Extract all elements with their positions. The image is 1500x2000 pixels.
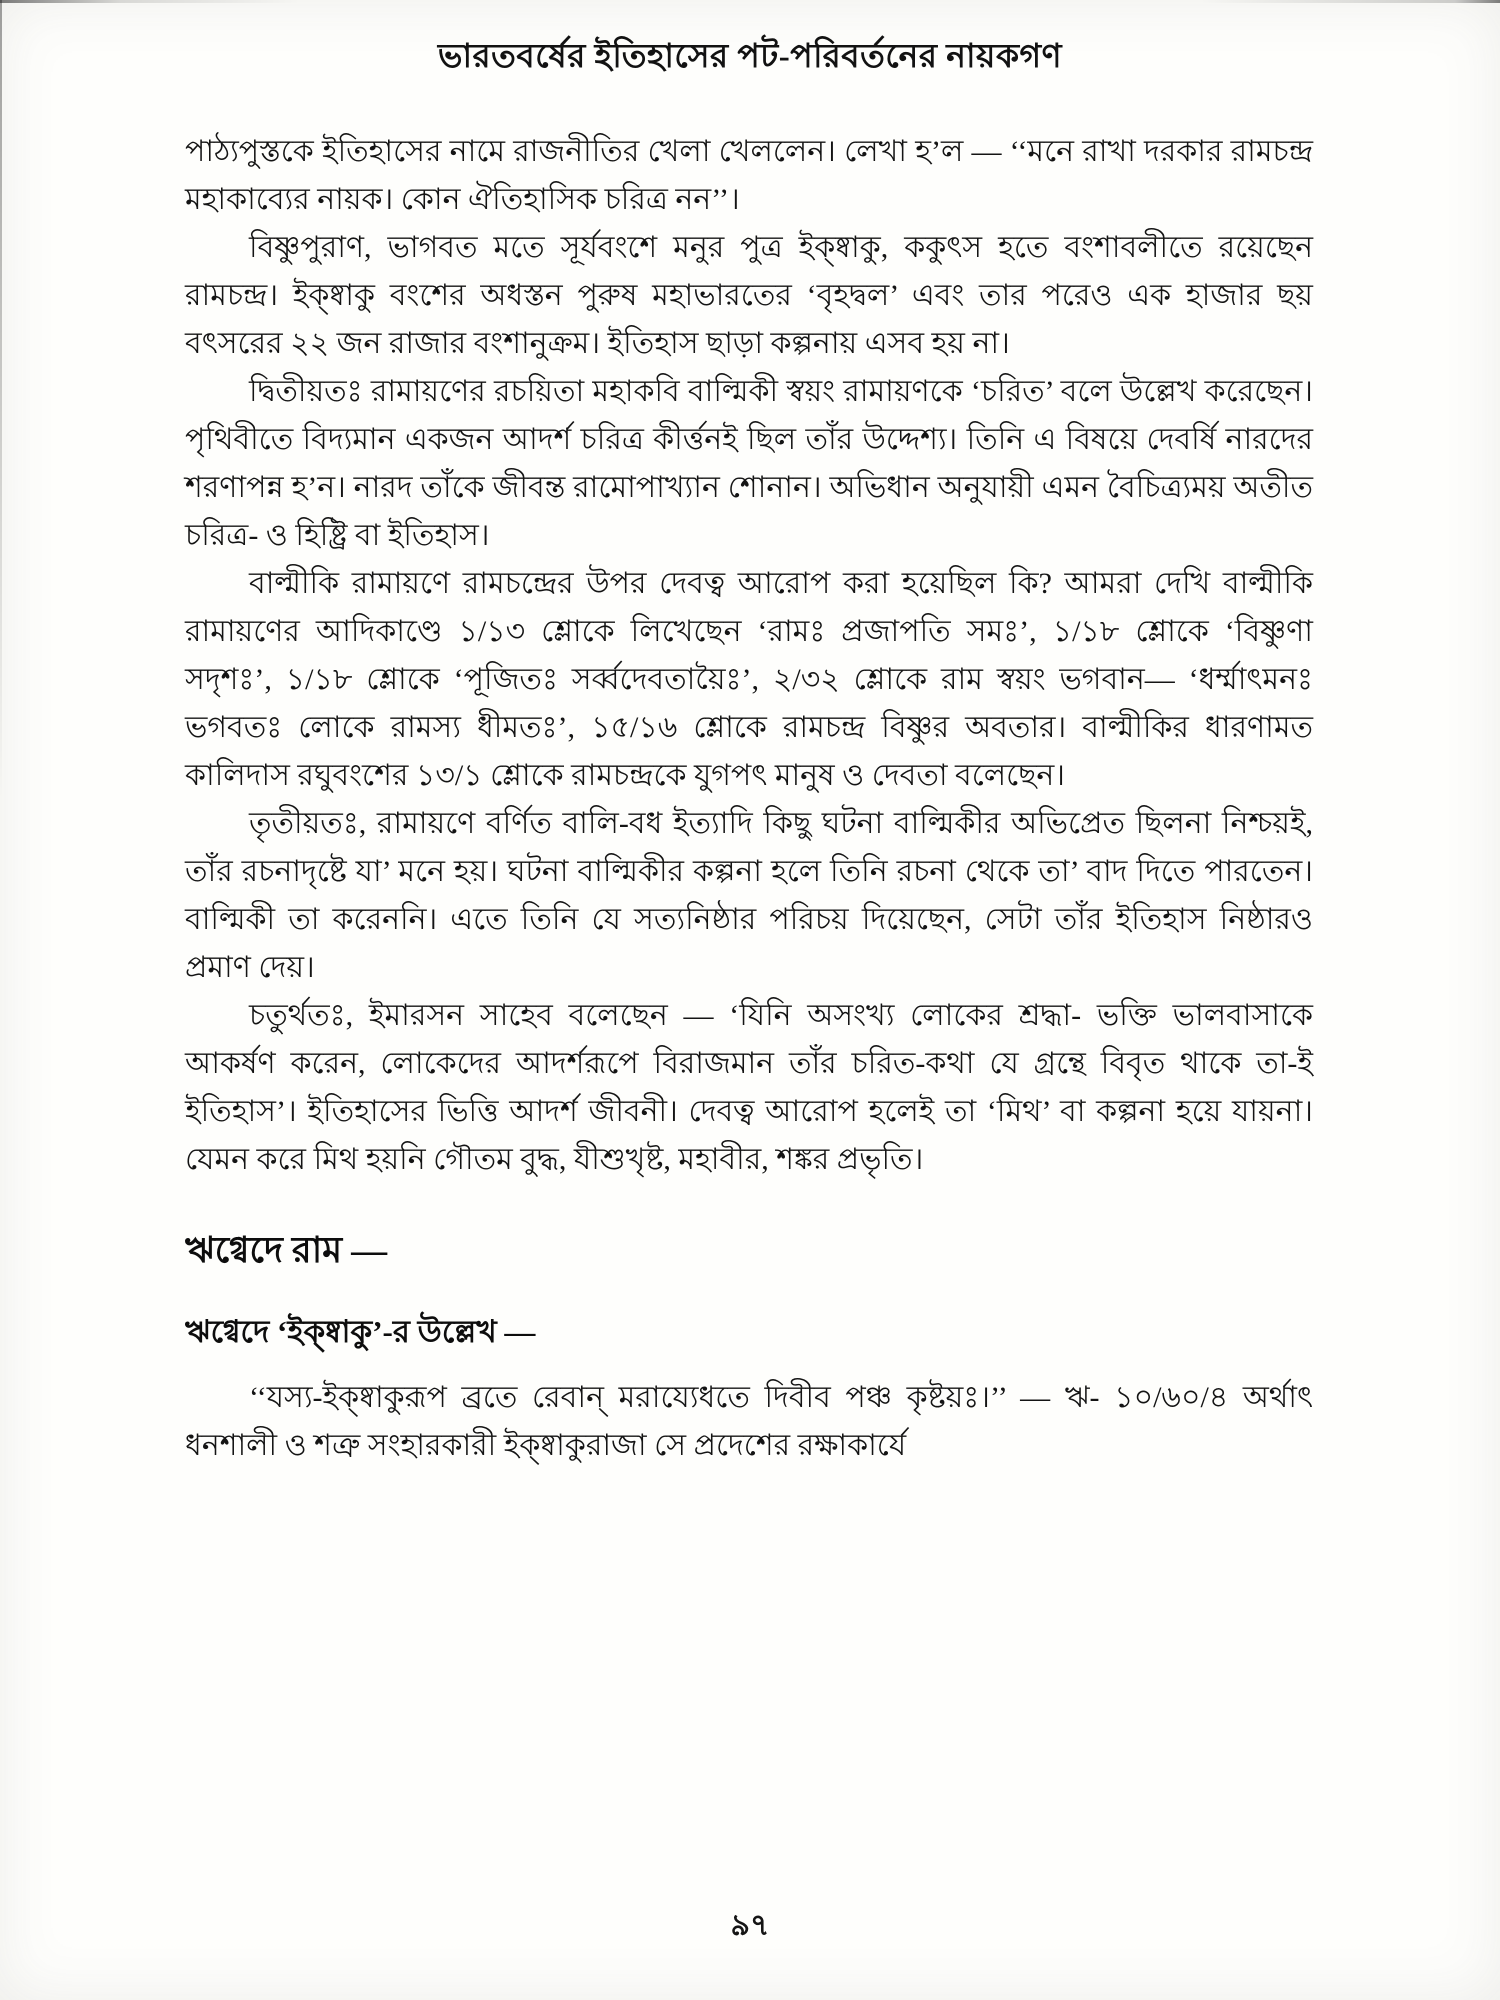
quote-paragraph: ‘‘যস্য-ইক্ষ্বাকুরূপ ব্রতে রেবান্ মরায্যেধতে দিবীব পঞ্চ কৃষ্টয়ঃ।’’ — ঋ- ১০/৬০/৪ অর্থাৎ ধনশালী ও শত্রু সংহারকারী ইক্ষ্বাকুরাজা সে প্রদেশের রক্ষাকার্যে <box>185 1381 1313 1462</box>
paragraph: বিষ্ণুপুরাণ, ভাগবত মতে সূর্যবংশে মনুর পুত্র ইক্ষ্বাকু, ককুৎস হতে বংশাবলীতে রয়েছেন রামচন্দ্র। ইক্ষ্বাকু বংশের অধস্তন পুরুষ মহাভারতের ‘বৃহদ্বল’ এবং তার পরেও এক হাজার ছয় বৎসরের ২২ জন রাজার বংশানুক্রম। ইতিহাস ছাড়া কল্পনায় এসব হয় না। <box>185 231 1313 360</box>
sub-heading: ঋগ্বেদে ‘ইক্ষ্বাকু’-র উল্লেখ — <box>185 1314 536 1349</box>
page-body <box>185 128 1313 1470</box>
paragraph: তৃতীয়তঃ, রামায়ণে বর্ণিত বালি-বধ ইত্যাদি কিছু ঘটনা বাল্মিকীর অভিপ্রেত ছিলনা নিশ্চয়ই, তাঁর রচনাদৃষ্টে যা’ মনে হয়। ঘটনা বাল্মিকীর কল্পনা হলে তিনি রচনা থেকে তা’ বাদ দিতে পারতেন। বাল্মিকী তা করেননি। এতে তিনি যে সত্যনিষ্ঠার পরিচয় দিয়েছেন, সেটা তাঁর ইতিহাস নিষ্ঠারও প্রমাণ দেয়। <box>185 807 1313 984</box>
scan-edge-artifact <box>0 0 2 800</box>
paragraph: দ্বিতীয়তঃ রামায়ণের রচয়িতা মহাকবি বাল্মিকী স্বয়ং রামায়ণকে ‘চরিত’ বলে উল্লেখ করেছেন। পৃথিবীতে বিদ্যমান একজন আদর্শ চরিত্র কীর্ত্তনই ছিল তাঁর উদ্দেশ্য। তিনি এ বিষয়ে দেবর্ষি নারদের শরণাপন্ন হ’ন। নারদ তাঁকে জীবন্ত রামোপাখ্যান শোনান। অভিধান অনুযায়ী এমন বৈচিত্র্যময় অতীত চরিত্র- ও হিষ্ট্রি বা ইতিহাস। <box>185 375 1313 552</box>
paragraph: বাল্মীকি রামায়ণে রামচন্দ্রের উপর দেবত্ব আরোপ করা হয়েছিল কি? আমরা দেখি বাল্মীকি রামায়ণের আদিকাণ্ডে ১/১৩ শ্লোকে লিখেছেন ‘রামঃ প্রজাপতি সমঃ’, ১/১৮ শ্লোকে ‘বিষ্ণুণা সদৃশঃ’, ১/১৮ শ্লোকে ‘পূজিতঃ সর্ব্বদেবতায়ৈঃ’, ২/৩২ শ্লোকে রাম স্বয়ং ভগবান— ‘ধর্ম্মাৎমনঃ ভগবতঃ লোকে রামস্য ধীমতঃ’, ১৫/১৬ শ্লোকে রামচন্দ্র বিষ্ণুর অবতার। বাল্মীকির ধারণামত কালিদাস রঘুবংশের ১৩/১ শ্লোকে রামচন্দ্রকে যুগপৎ মানুষ ও দেবতা বলেছেন। <box>185 567 1313 792</box>
paragraph-continuation: পাঠ্যপুস্তকে ইতিহাসের নামে রাজনীতির খেলা খেললেন। লেখা হ’ল — ‘‘মনে রাখা দরকার রামচন্দ্র মহাকাব্যের নায়ক। কোন ঐতিহাসিক চরিত্র নন’’। <box>185 135 1313 216</box>
page-number: ৯৭ <box>730 1909 770 1942</box>
paragraph: চতুর্থতঃ, ইমারসন সাহেব বলেছেন — ‘যিনি অসংখ্য লোকের শ্রদ্ধা- ভক্তি ভালবাসাকে আকর্ষণ করেন, লোকেদের আদর্শরূপে বিরাজমান তাঁর চরিত-কথা যে গ্রন্থে বিবৃত থাকে তা-ই ইতিহাস’। ইতিহাসের ভিত্তি আদর্শ জীবনী। দেবত্ব আরোপ হলেই তা ‘মিথ’ বা কল্পনা হয়ে যায়না। যেমন করে মিথ হয়নি গৌতম বুদ্ধ, যীশুখৃষ্ট, মহাবীর, শঙ্কর প্রভৃতি। <box>185 999 1313 1176</box>
section-heading: ঋগ্বেদে রাম — <box>185 1230 388 1270</box>
running-header-title: ভারতবর্ষের ইতিহাসের পট-পরিবর্তনের নায়কগণ <box>437 39 1063 75</box>
scan-edge-artifact <box>0 0 1500 3</box>
